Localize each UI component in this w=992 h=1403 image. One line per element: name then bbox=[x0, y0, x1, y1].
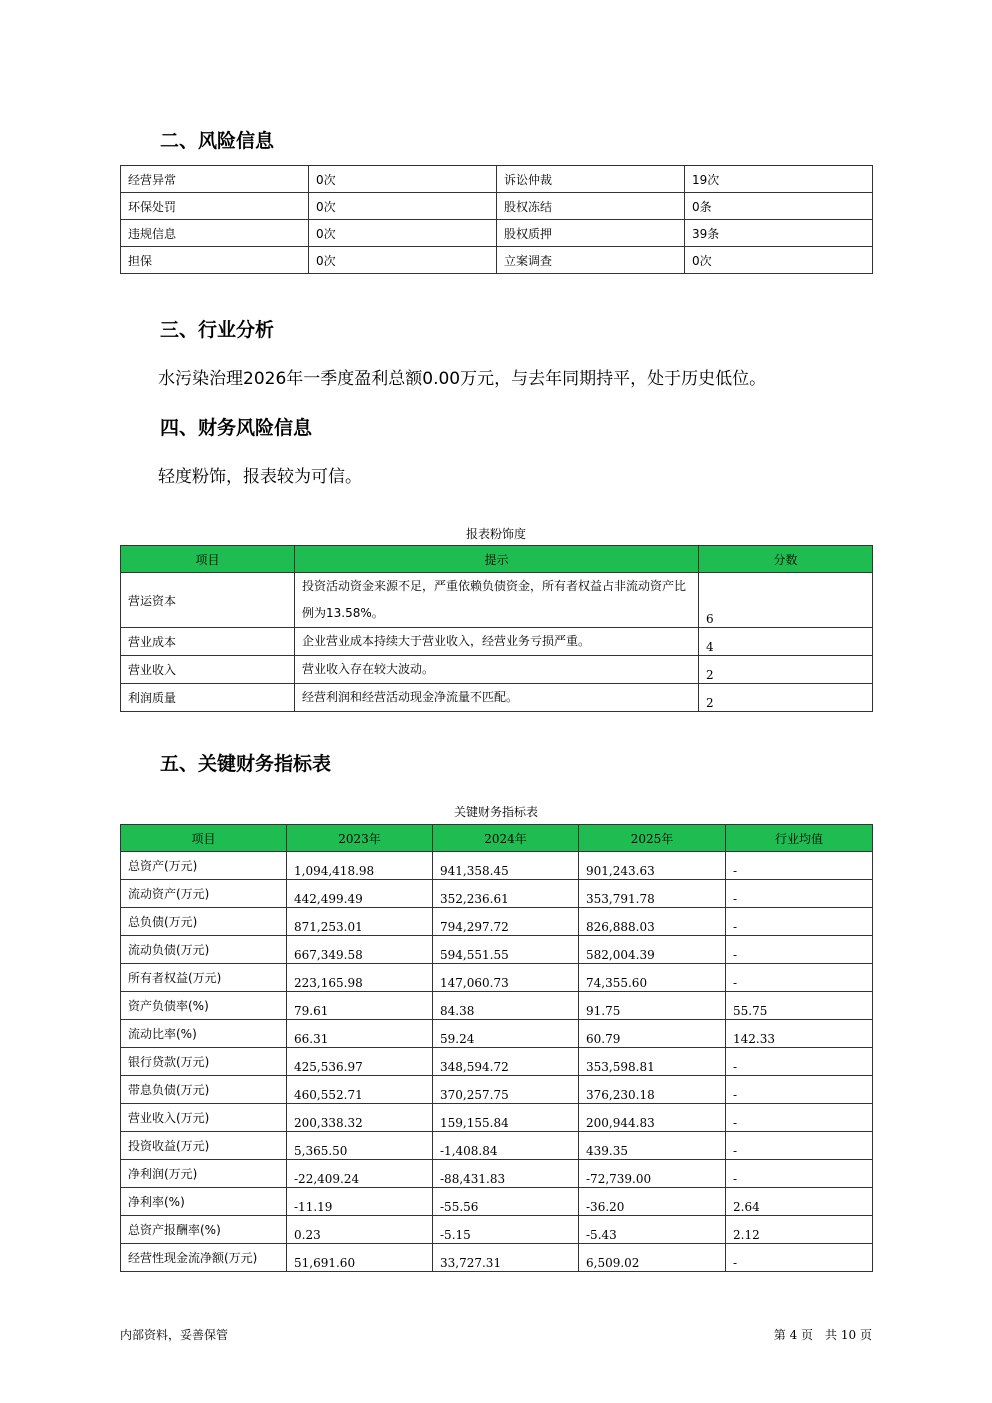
key-item: 总资产报酬率(%) bbox=[121, 1216, 287, 1244]
key-row bbox=[121, 1048, 873, 1076]
key-value: 6,509.02 bbox=[579, 1244, 726, 1272]
fraud-degree-table bbox=[120, 545, 873, 712]
fraud-item: 营业收入 bbox=[121, 656, 295, 684]
key-value: 794,297.72 bbox=[433, 908, 579, 936]
key-row bbox=[121, 1188, 873, 1216]
key-item: 净利润(万元) bbox=[121, 1160, 287, 1188]
fraud-item: 营运资本 bbox=[121, 573, 295, 628]
key-value: 66.31 bbox=[287, 1020, 433, 1048]
fraud-hint: 营业收入存在较大波动。 bbox=[295, 656, 699, 684]
key-row bbox=[121, 1076, 873, 1104]
fraud-table-caption: 报表粉饰度 bbox=[465, 527, 526, 541]
key-value: 439.35 bbox=[579, 1132, 726, 1160]
footer-confidential: 内部资料，妥善保管 bbox=[120, 1328, 229, 1342]
risk-value: 0次 bbox=[309, 220, 497, 247]
key-value: 74,355.60 bbox=[579, 964, 726, 992]
key-value: 353,598.81 bbox=[579, 1048, 726, 1076]
key-value: 33,727.31 bbox=[433, 1244, 579, 1272]
fraud-score: 4 bbox=[699, 628, 873, 656]
key-header-industry-avg: 行业均值 bbox=[726, 825, 873, 852]
risk-value: 39条 bbox=[685, 220, 873, 247]
key-row bbox=[121, 1216, 873, 1244]
key-value: 941,358.45 bbox=[433, 852, 579, 880]
key-row bbox=[121, 852, 873, 880]
key-table-caption: 关键财务指标表 bbox=[453, 805, 538, 819]
risk-row bbox=[121, 193, 873, 220]
fraud-header-item: 项目 bbox=[121, 546, 295, 573]
fraud-hint: 企业营业成本持续大于营业收入，经营业务亏损严重。 bbox=[295, 628, 699, 656]
key-value: 55.75 bbox=[726, 992, 873, 1020]
risk-label: 担保 bbox=[121, 247, 309, 274]
key-value: - bbox=[726, 880, 873, 908]
key-row bbox=[121, 992, 873, 1020]
key-item: 总资产(万元) bbox=[121, 852, 287, 880]
key-item: 经营性现金流净额(万元) bbox=[121, 1244, 287, 1272]
key-header-item: 项目 bbox=[121, 825, 287, 852]
key-value: 370,257.75 bbox=[433, 1076, 579, 1104]
key-value: 1,094,418.98 bbox=[287, 852, 433, 880]
fraud-row bbox=[121, 573, 873, 628]
key-value: - bbox=[726, 908, 873, 936]
key-value: 60.79 bbox=[579, 1020, 726, 1048]
risk-label: 违规信息 bbox=[121, 220, 309, 247]
key-row bbox=[121, 1104, 873, 1132]
key-value: -5.43 bbox=[579, 1216, 726, 1244]
section-title-risk: 二、风险信息 bbox=[160, 130, 275, 152]
risk-label: 股权质押 bbox=[497, 220, 685, 247]
key-row bbox=[121, 964, 873, 992]
key-item: 流动比率(%) bbox=[121, 1020, 287, 1048]
key-value: 376,230.18 bbox=[579, 1076, 726, 1104]
industry-analysis-text: 水污染治理2026年一季度盈利总额0.00万元，与去年同期持平，处于历史低位。 bbox=[158, 369, 767, 389]
key-value: 84.38 bbox=[433, 992, 579, 1020]
key-value: 425,536.97 bbox=[287, 1048, 433, 1076]
fraud-item: 营业成本 bbox=[121, 628, 295, 656]
key-value: -5.15 bbox=[433, 1216, 579, 1244]
key-value: - bbox=[726, 1076, 873, 1104]
key-value: 91.75 bbox=[579, 992, 726, 1020]
key-value: 901,243.63 bbox=[579, 852, 726, 880]
key-value: 826,888.03 bbox=[579, 908, 726, 936]
fraud-score: 6 bbox=[699, 573, 873, 628]
key-item: 营业收入(万元) bbox=[121, 1104, 287, 1132]
key-value: 5,365.50 bbox=[287, 1132, 433, 1160]
key-value: 147,060.73 bbox=[433, 964, 579, 992]
footer-total-pages: 10 bbox=[840, 1328, 857, 1342]
key-value: - bbox=[726, 1048, 873, 1076]
key-value: 142.33 bbox=[726, 1020, 873, 1048]
key-row bbox=[121, 908, 873, 936]
key-value: 460,552.71 bbox=[287, 1076, 433, 1104]
key-item: 银行贷款(万元) bbox=[121, 1048, 287, 1076]
key-value: - bbox=[726, 1160, 873, 1188]
key-value: - bbox=[726, 936, 873, 964]
key-value: -11.19 bbox=[287, 1188, 433, 1216]
fraud-hint: 投资活动资金来源不足，严重依赖负债资金，所有者权益占非流动资产比例为13.58%。 bbox=[295, 573, 699, 628]
key-row bbox=[121, 936, 873, 964]
footer-page-suffix: 页 bbox=[859, 1328, 872, 1342]
fraud-row bbox=[121, 656, 873, 684]
key-value: 223,165.98 bbox=[287, 964, 433, 992]
key-item: 净利率(%) bbox=[121, 1188, 287, 1216]
risk-row bbox=[121, 247, 873, 274]
key-value: 2.64 bbox=[726, 1188, 873, 1216]
section-title-key-indicators: 五、关键财务指标表 bbox=[160, 753, 332, 775]
key-value: 159,155.84 bbox=[433, 1104, 579, 1132]
key-row bbox=[121, 1020, 873, 1048]
risk-row bbox=[121, 166, 873, 193]
key-item: 资产负债率(%) bbox=[121, 992, 287, 1020]
key-value: -72,739.00 bbox=[579, 1160, 726, 1188]
key-item: 投资收益(万元) bbox=[121, 1132, 287, 1160]
key-value: 2.12 bbox=[726, 1216, 873, 1244]
risk-value: 0次 bbox=[309, 247, 497, 274]
footer-current-page: 4 bbox=[789, 1328, 798, 1342]
key-row bbox=[121, 1244, 873, 1272]
risk-label: 环保处罚 bbox=[121, 193, 309, 220]
risk-label: 诉讼仲裁 bbox=[497, 166, 685, 193]
key-value: 871,253.01 bbox=[287, 908, 433, 936]
risk-info-table bbox=[120, 165, 873, 274]
risk-label: 经营异常 bbox=[121, 166, 309, 193]
key-value: 582,004.39 bbox=[579, 936, 726, 964]
fraud-header-hint: 提示 bbox=[295, 546, 699, 573]
fraud-row bbox=[121, 684, 873, 712]
key-header-2025: 2025年 bbox=[579, 825, 726, 852]
key-item: 流动负债(万元) bbox=[121, 936, 287, 964]
risk-value: 19次 bbox=[685, 166, 873, 193]
risk-value: 0次 bbox=[309, 166, 497, 193]
key-item: 总负债(万元) bbox=[121, 908, 287, 936]
key-value: -55.56 bbox=[433, 1188, 579, 1216]
fraud-header-score: 分数 bbox=[699, 546, 873, 573]
key-value: 353,791.78 bbox=[579, 880, 726, 908]
key-value: - bbox=[726, 1104, 873, 1132]
key-value: - bbox=[726, 964, 873, 992]
key-value: -88,431.83 bbox=[433, 1160, 579, 1188]
key-header-2024: 2024年 bbox=[433, 825, 579, 852]
key-value: 200,944.83 bbox=[579, 1104, 726, 1132]
key-value: -36.20 bbox=[579, 1188, 726, 1216]
key-value: 200,338.32 bbox=[287, 1104, 433, 1132]
footer-page-number bbox=[774, 1326, 872, 1343]
key-value: 594,551.55 bbox=[433, 936, 579, 964]
risk-value: 0条 bbox=[685, 193, 873, 220]
key-row bbox=[121, 1132, 873, 1160]
footer-page-prefix: 第 bbox=[773, 1328, 786, 1342]
key-value: - bbox=[726, 1132, 873, 1160]
fraud-item: 利润质量 bbox=[121, 684, 295, 712]
section-title-industry: 三、行业分析 bbox=[160, 319, 275, 341]
key-indicators-table bbox=[120, 824, 873, 1272]
key-item: 流动资产(万元) bbox=[121, 880, 287, 908]
key-header-2023: 2023年 bbox=[287, 825, 433, 852]
key-row bbox=[121, 880, 873, 908]
risk-label: 股权冻结 bbox=[497, 193, 685, 220]
risk-row bbox=[121, 220, 873, 247]
risk-value: 0次 bbox=[685, 247, 873, 274]
key-value: -22,409.24 bbox=[287, 1160, 433, 1188]
section-title-financial-risk: 四、财务风险信息 bbox=[160, 417, 313, 439]
risk-label: 立案调查 bbox=[497, 247, 685, 274]
key-row bbox=[121, 1160, 873, 1188]
key-value: - bbox=[726, 852, 873, 880]
fraud-hint: 经营利润和经营活动现金净流量不匹配。 bbox=[295, 684, 699, 712]
key-value: 348,594.72 bbox=[433, 1048, 579, 1076]
key-value: 352,236.61 bbox=[433, 880, 579, 908]
key-item: 所有者权益(万元) bbox=[121, 964, 287, 992]
key-value: - bbox=[726, 1244, 873, 1272]
key-value: 79.61 bbox=[287, 992, 433, 1020]
fraud-score: 2 bbox=[699, 684, 873, 712]
key-value: -1,408.84 bbox=[433, 1132, 579, 1160]
footer-page-mid: 页 共 bbox=[801, 1328, 838, 1342]
key-value: 667,349.58 bbox=[287, 936, 433, 964]
key-value: 0.23 bbox=[287, 1216, 433, 1244]
fraud-row bbox=[121, 628, 873, 656]
key-value: 442,499.49 bbox=[287, 880, 433, 908]
key-value: 59.24 bbox=[433, 1020, 579, 1048]
risk-value: 0次 bbox=[309, 193, 497, 220]
key-value: 51,691.60 bbox=[287, 1244, 433, 1272]
financial-risk-text: 轻度粉饰，报表较为可信。 bbox=[158, 467, 362, 487]
fraud-score: 2 bbox=[699, 656, 873, 684]
key-item: 带息负债(万元) bbox=[121, 1076, 287, 1104]
